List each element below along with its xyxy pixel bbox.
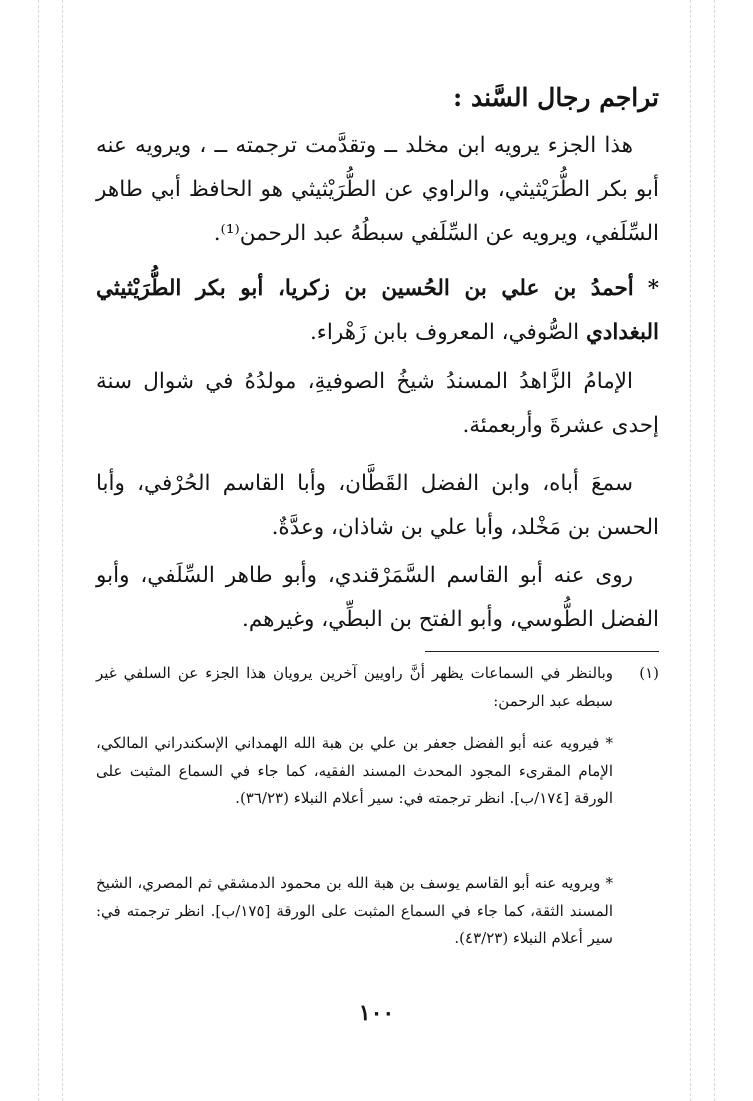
students-text: روى عنه أبو القاسم السَّمَرْقندي، وأبو طاهر السِّلَفي، وأبو الفضل الطُّوسي، وأبو الفتح بن البطِّي، وغيرهم.: [96, 563, 659, 632]
footnote-item: [96, 730, 659, 813]
teachers-text: سمعَ أباه، وابن الفضل القَطَّان، وأبا القاسم الحُرْفي، وأبا الحسن بن مَخْلد، وأبا علي بن شاذان، وعدَّةٌ.: [96, 471, 659, 540]
margin-guide: [690, 0, 691, 1101]
entry-title: الصُّوفي، المعروف بابن زَهْراء.: [309, 320, 580, 345]
birth-text: الإمامُ الزَّاهدُ المسندُ شيخُ الصوفيةِ، مولدُهُ في شوال سنة إحدى عشرةَ وأربعمئة.: [96, 369, 659, 438]
footnote-item: [96, 870, 659, 953]
entry-bullet: *: [647, 276, 659, 301]
margin-guide: [714, 0, 715, 1101]
intro-text: هذا الجزء يرويه ابن مخلد ــ وتقدَّمت ترجمته ــ ، ويرويه عنه أبو بكر الطُّرَيْثيثي، والراوي عن الطُّرَيْثيثي هو الحافظ أبي طاهر السِّلَفي، ويرويه عن السِّلَفي سبطُهُ عبد الرحمن⁽¹⁾.: [96, 133, 659, 246]
footnote-number: (١): [639, 664, 659, 682]
footnote: [96, 660, 659, 715]
section-heading: تراجم رجال السَّند :: [453, 83, 659, 112]
footnote-intro: وبالنظر في السماعات يظهر أنَّ راويين آخرين يرويان هذا الجزء عن السلفي غير سبطه عبد الرحمن:: [96, 664, 613, 710]
biography-entry: [96, 267, 659, 355]
intro-paragraph: [96, 124, 659, 256]
margin-guide: [62, 0, 63, 1101]
students-paragraph: [96, 554, 659, 642]
page-number: ١٠٠: [358, 1000, 395, 1026]
entry-name: أحمدُ بن علي بن الحُسين بن زكريا، أبو بكر الطُّرَيْثيثي البغدادي: [96, 276, 659, 345]
footnote-item-text: * ويرويه عنه أبو القاسم يوسف بن هبة الله بن محمود الدمشقي ثم المصري، الشيخ المسند الثقة، كما جاء في السماع المثبت على الورقة [١٧٥/ب]. انظر ترجمته في: سير أعلام النبلاء (٤٣/٢٣).: [96, 874, 613, 947]
margin-guide: [38, 0, 39, 1101]
birth-paragraph: [96, 360, 659, 448]
footnote-separator: [425, 651, 659, 652]
teachers-paragraph: [96, 462, 659, 550]
footnote-item-text: * فيرويه عنه أبو الفضل جعفر بن علي بن هبة الله الهمداني الإسكندراني المالكي، الإمام المقرىء المجود المحدث المسند الفقيه، كما جاء في السماع المثبت على الورقة [١٧٤/ب]. انظر ترجمته في: سير أعلام النبلاء (٣٦/٢٣).: [96, 734, 613, 807]
